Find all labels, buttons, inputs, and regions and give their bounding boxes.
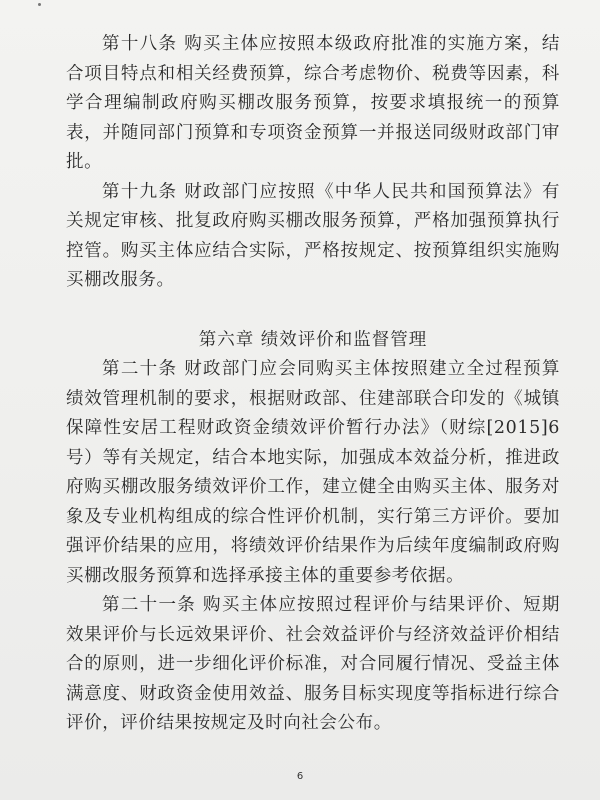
chapter-heading: 第六章 绩效评价和监督管理	[198, 329, 428, 350]
article-19: 第十九条 财政部门应按照《中华人民共和国预算法》有关规定审核、批复政府购买棚改服务预算，严格加强预算执行控管。购买主体应结合实际，严格按规定、按预算组织实施购买棚改服务。	[66, 181, 560, 290]
article-21: 第二十一条 购买主体应按照过程评价与结果评价、短期效果评价与长远效果评价、社会效益评价与经济效益评价相结合的原则，进一步细化评价标准，对合同履行情况、受益主体满意度、财政资金使用效益、服务目标实现度等指标进行综合评价，评价结果按规定及时向社会公布。	[66, 595, 560, 733]
article-20: 第二十条 财政部门应会同购买主体按照建立全过程预算绩效管理机制的要求，根据财政部、住建部联合印发的《城镇保障性安居工程财政资金绩效评价暂行办法》（财综[2015]6号）等有关规定，结合本地实际，加强成本效益分析，推进政府购买棚改服务绩效评价工作，建立健全由购买主体、服务对象及专业机构组成的综合性评价机制，实行第三方评价。要加强评价结果的应用，将绩效评价结果作为后续年度编制政府购买棚改服务预算和选择承接主体的重要参考依据。	[66, 359, 560, 586]
article-18: 第十八条 购买主体应按照本级政府批准的实施方案，结合项目特点和相关经费预算，综合考虑物价、税费等因素，科学合理编制政府购买棚改服务预算，按要求填报统一的预算表，并随同部门预算和专项资金预算一并报送同级财政部门审批。	[66, 34, 560, 172]
scan-speck	[38, 3, 41, 6]
page-number: 6	[296, 771, 304, 782]
document-body	[66, 30, 560, 739]
